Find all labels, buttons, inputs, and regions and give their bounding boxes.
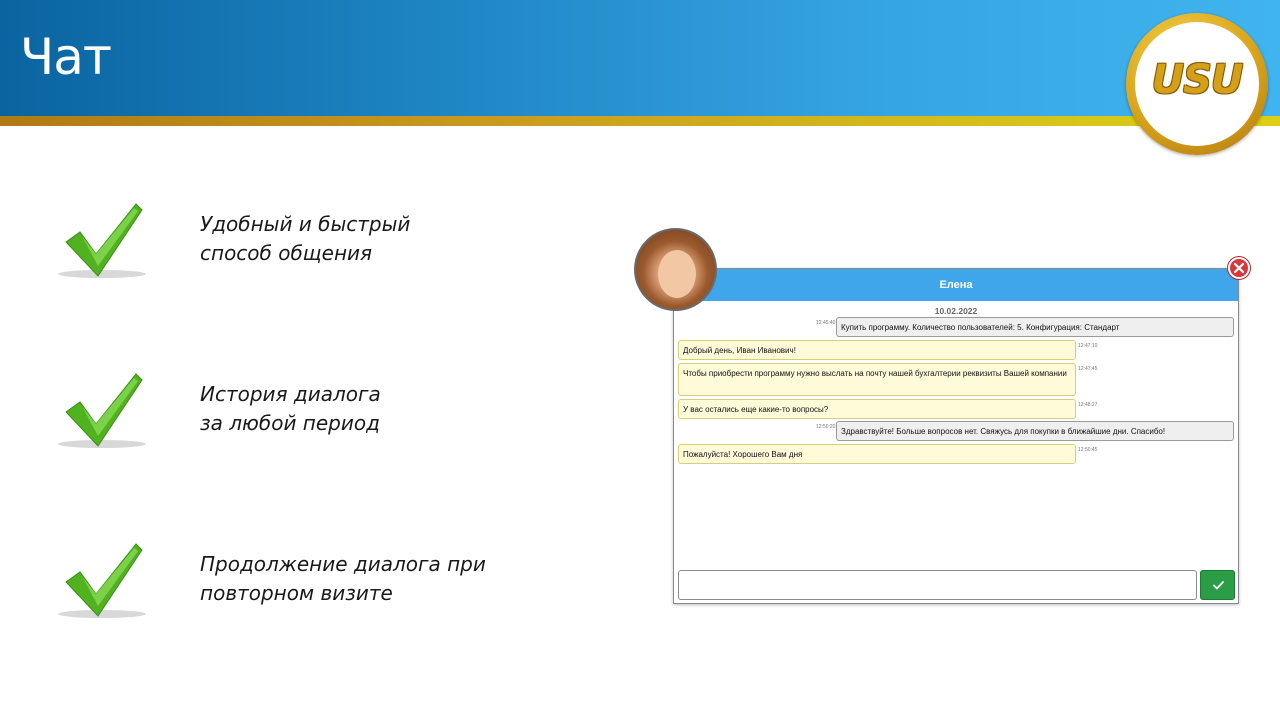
- message-outgoing: Купить программу. Количество пользователей: 5. Конфигурация: Стандарт: [836, 317, 1234, 337]
- message-time: 12:47:45: [1078, 366, 1098, 372]
- avatar-face: [658, 250, 696, 298]
- check-icon: [56, 370, 152, 452]
- chat-header: Елена: [674, 269, 1238, 301]
- page-title: Чат: [20, 28, 112, 86]
- gold-divider: [0, 116, 1280, 126]
- chat-date: 10.02.2022: [934, 306, 978, 316]
- message-incoming: Добрый день, Иван Иванович!: [678, 340, 1076, 360]
- feature-text: Удобный и быстрый способ общения: [200, 212, 411, 265]
- message-time: 12:47:10: [1078, 343, 1098, 349]
- check-icon: [1213, 581, 1224, 590]
- feature-item: [56, 540, 516, 630]
- logo-text: USU: [1151, 57, 1243, 103]
- message-time: 12:50:20: [816, 424, 836, 430]
- message-incoming: Чтобы приобрести программу нужно выслать на почту нашей бухгалтерии реквизиты Вашей компании: [678, 363, 1076, 396]
- message-time: 12:50:45: [1078, 447, 1098, 453]
- message-incoming: Пожалуйста! Хорошего Вам дня: [678, 444, 1076, 464]
- message-time: 12:45:40: [816, 320, 836, 326]
- close-button[interactable]: [1228, 257, 1250, 279]
- close-icon: [1233, 262, 1245, 274]
- feature-text: Продолжение диалога при повторном визите: [200, 552, 486, 605]
- message-time: 12:48:27: [1078, 402, 1098, 408]
- check-icon: [56, 200, 152, 282]
- usu-logo: [1126, 13, 1268, 155]
- feature-item: [56, 370, 516, 460]
- send-button[interactable]: [1200, 570, 1235, 600]
- message-outgoing: Здравствуйте! Больше вопросов нет. Свяжусь для покупки в ближайшие дни. Спасибо!: [836, 421, 1234, 441]
- check-icon: [56, 540, 152, 622]
- contact-avatar: [634, 228, 717, 311]
- chat-window: [673, 268, 1239, 604]
- feature-text: История диалога за любой период: [200, 382, 381, 435]
- message-incoming: У вас остались еще какие-то вопросы?: [678, 399, 1076, 419]
- feature-item: [56, 200, 516, 290]
- message-input[interactable]: [678, 570, 1197, 600]
- title-bar: [0, 0, 1280, 116]
